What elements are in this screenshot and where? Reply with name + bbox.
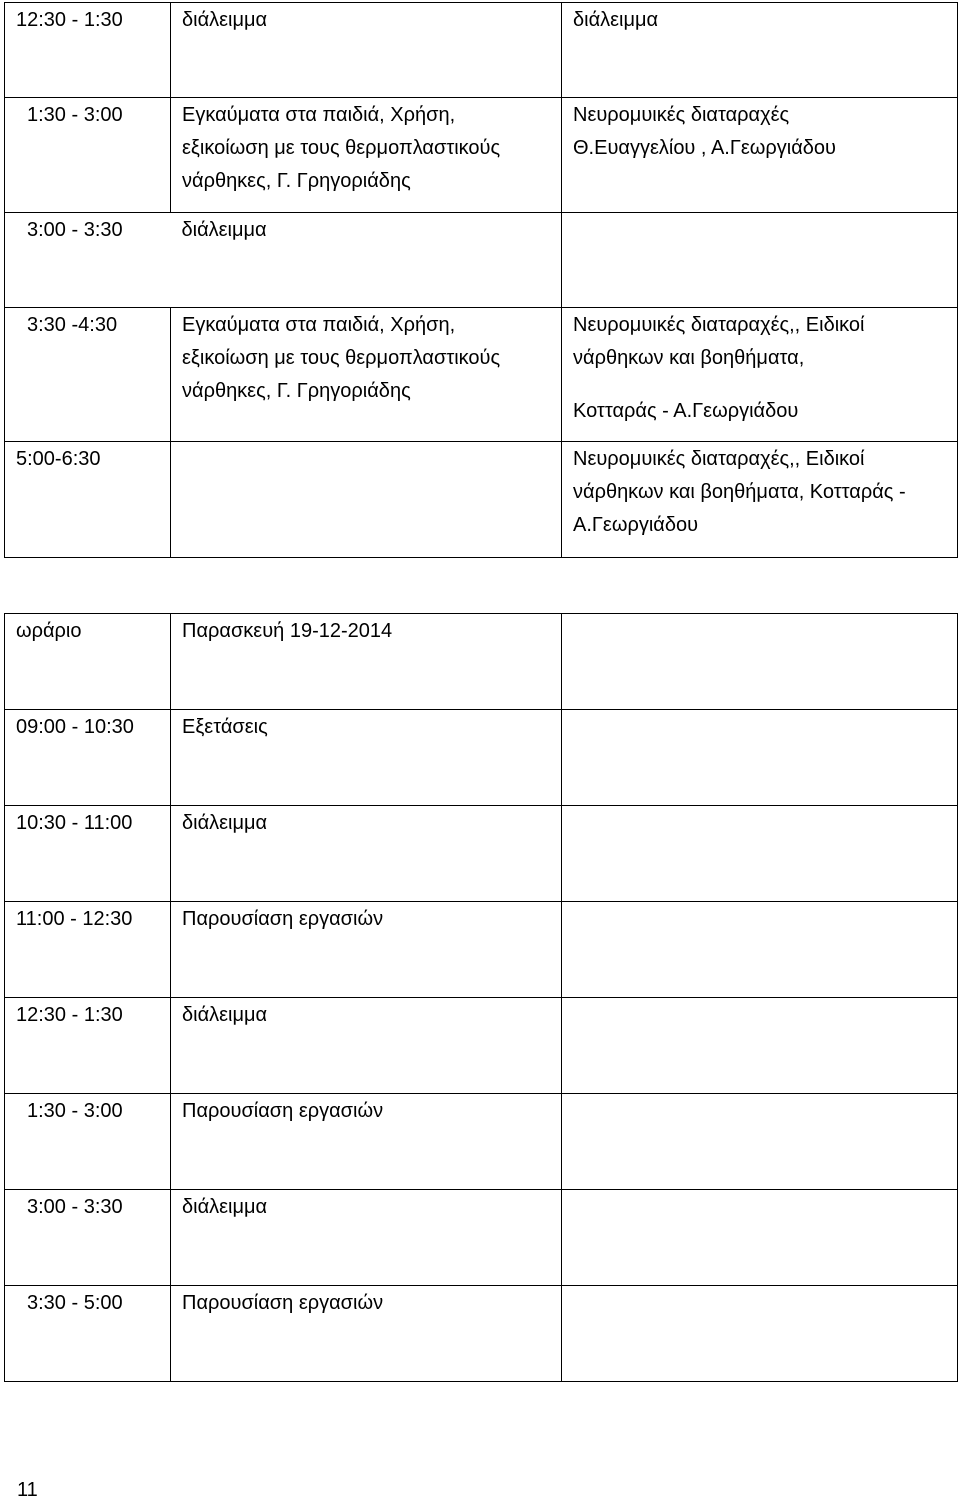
table-row	[5, 308, 958, 442]
session-cell	[171, 3, 562, 98]
session-text: διάλειμμα	[181, 219, 267, 241]
session-text: Εγκαύματα στα παιδιά, Χρήση,	[182, 104, 456, 126]
schedule-table-friday	[4, 613, 958, 1382]
session-text: νάρθηκες, Γ. Γρηγοριάδης	[182, 170, 411, 192]
session-cell-empty	[562, 213, 958, 308]
session-text: διάλειμμα	[573, 9, 659, 31]
time-cell: 1:30 - 3:00	[5, 98, 171, 213]
session-text: Α.Γεωργιάδου	[573, 514, 699, 536]
session-cell-empty	[562, 710, 958, 806]
session-cell	[562, 98, 958, 213]
session-cell	[171, 213, 562, 308]
session-text: νάρθηκες, Γ. Γρηγοριάδης	[182, 380, 411, 402]
session-text: νάρθηκων και βοηθήματα, Κοτταράς -	[573, 481, 906, 503]
session-cell	[562, 308, 958, 442]
table-row	[5, 710, 958, 806]
session-cell	[171, 308, 562, 442]
time-cell: 3:00 - 3:30	[5, 213, 171, 308]
session-text: Θ.Ευαγγελίου , Α.Γεωργιάδου	[573, 137, 836, 159]
session-cell	[171, 98, 562, 213]
table-header-row	[5, 614, 958, 710]
header-empty-cell	[562, 614, 958, 710]
session-cell-empty	[562, 1190, 958, 1286]
session-text: εξικοίωση με τους θερμοπλαστικούς	[182, 347, 501, 369]
table-row	[5, 1190, 958, 1286]
session-cell-empty	[171, 442, 562, 558]
table-row	[5, 806, 958, 902]
session-text: νάρθηκων και βοηθήματα,	[573, 347, 805, 369]
table-row	[5, 442, 958, 558]
time-cell: 12:30 - 1:30	[5, 998, 171, 1094]
time-cell: 3:00 - 3:30	[5, 1190, 171, 1286]
line-gap	[573, 375, 949, 395]
time-cell: 1:30 - 3:00	[5, 1094, 171, 1190]
session-text: Κοτταράς - Α.Γεωργιάδου	[573, 400, 799, 422]
table-row	[5, 3, 958, 98]
page-number: 11	[17, 1479, 38, 1501]
time-cell: 12:30 - 1:30	[5, 3, 171, 98]
time-cell: 09:00 - 10:30	[5, 710, 171, 806]
session-cell	[562, 442, 958, 558]
time-cell: 10:30 - 11:00	[5, 806, 171, 902]
session-cell-empty	[562, 806, 958, 902]
table-row	[5, 1094, 958, 1190]
table-row	[5, 213, 958, 308]
session-cell: Εξετάσεις	[171, 710, 562, 806]
session-text: Νευρομυικές διαταραχές,, Ειδικοί	[573, 314, 865, 336]
session-cell: Παρουσίαση εργασιών	[171, 902, 562, 998]
session-cell: διάλειμμα	[171, 806, 562, 902]
session-text: εξικοίωση με τους θερμοπλαστικούς	[182, 137, 501, 159]
time-cell: 3:30 -4:30	[5, 308, 171, 442]
session-cell: διάλειμμα	[171, 998, 562, 1094]
time-cell: 5:00-6:30	[5, 442, 171, 558]
table-row	[5, 98, 958, 213]
table-row	[5, 998, 958, 1094]
table-row	[5, 1286, 958, 1382]
session-cell: διάλειμμα	[171, 1190, 562, 1286]
session-text: Εγκαύματα στα παιδιά, Χρήση,	[182, 314, 456, 336]
session-cell: Παρουσίαση εργασιών	[171, 1286, 562, 1382]
session-text: Νευρομυικές διαταραχές	[573, 104, 790, 126]
header-time-cell: ωράριο	[5, 614, 171, 710]
session-cell-empty	[562, 1286, 958, 1382]
session-text: Νευρομυικές διαταραχές,, Ειδικοί	[573, 448, 865, 470]
time-cell: 3:30 - 5:00	[5, 1286, 171, 1382]
header-date-cell: Παρασκευή 19-12-2014	[171, 614, 562, 710]
session-cell-empty	[562, 902, 958, 998]
session-cell-empty	[562, 998, 958, 1094]
session-cell-empty	[562, 1094, 958, 1190]
schedule-table-thursday-afternoon	[4, 2, 958, 558]
session-text: διάλειμμα	[182, 9, 268, 31]
table-row	[5, 902, 958, 998]
session-cell	[562, 3, 958, 98]
time-cell: 11:00 - 12:30	[5, 902, 171, 998]
session-cell: Παρουσίαση εργασιών	[171, 1094, 562, 1190]
